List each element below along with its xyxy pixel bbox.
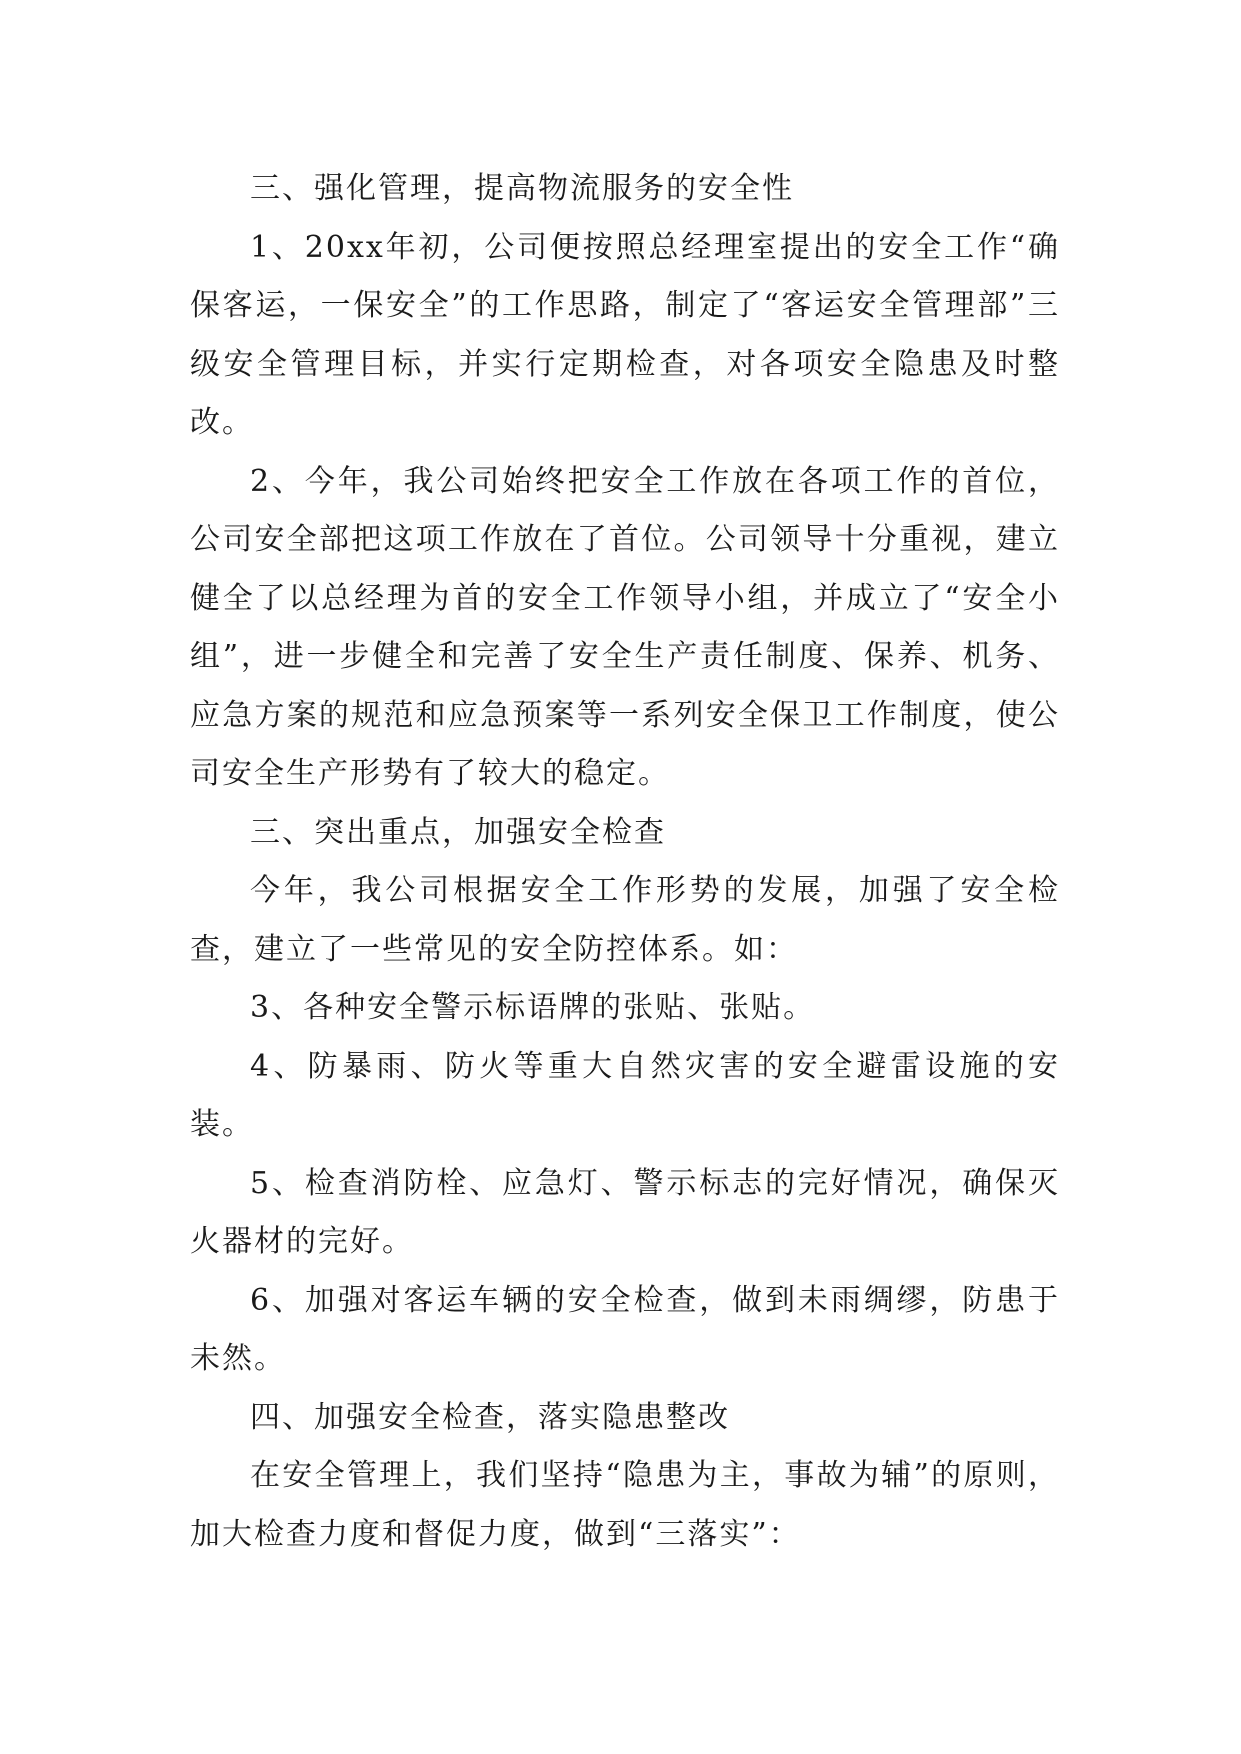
paragraph-principle: 在安全管理上，我们坚持“隐患为主，事故为辅”的原则，加大检查力度和督促力度，做到“三落实”： bbox=[190, 1458, 1060, 1552]
paragraph-item-6: 6、加强对客运车辆的安全检查，做到未雨绸缪，防患于未然。 bbox=[190, 1282, 1060, 1376]
paragraph-item-3: 3、各种安全警示标语牌的张贴、张贴。 bbox=[250, 990, 816, 1025]
document-body bbox=[190, 160, 1060, 1564]
paragraph-item-1: 1、20xx年初，公司便按照总经理室提出的安全工作“确保客运，一保安全”的工作思路，制定了“客运安全管理部”三级安全管理目标，并实行定期检查，对各项安全隐患及时整改。 bbox=[190, 229, 1060, 440]
section-heading-strengthen-management: 三、强化管理，提高物流服务的安全性 bbox=[250, 171, 794, 206]
section-heading-hazard-rectification: 四、加强安全检查，落实隐患整改 bbox=[250, 1399, 730, 1435]
paragraph-item-5: 5、检查消防栓、应急灯、警示标志的完好情况，确保灭火器材的完好。 bbox=[190, 1165, 1060, 1259]
paragraph-item-2: 2、今年，我公司始终把安全工作放在各项工作的首位，公司安全部把这项工作放在了首位。公司领导十分重视，建立健全了以总经理为首的安全工作领导小组，并成立了“安全小组”，进一步健全和完善了安全生产责任制度、保养、机务、应急方案的规范和应急预案等一系列安全保卫工作制度，使公司安全生产形势有了较大的稳定。 bbox=[190, 463, 1060, 791]
section-heading-safety-inspection: 三、突出重点，加强安全检查 bbox=[250, 814, 666, 850]
paragraph-inspection-intro: 今年，我公司根据安全工作形势的发展，加强了安全检查，建立了一些常见的安全防控体系。如： bbox=[190, 873, 1060, 967]
paragraph-item-4: 4、防暴雨、防火等重大自然灾害的安全避雷设施的安装。 bbox=[190, 1048, 1060, 1142]
